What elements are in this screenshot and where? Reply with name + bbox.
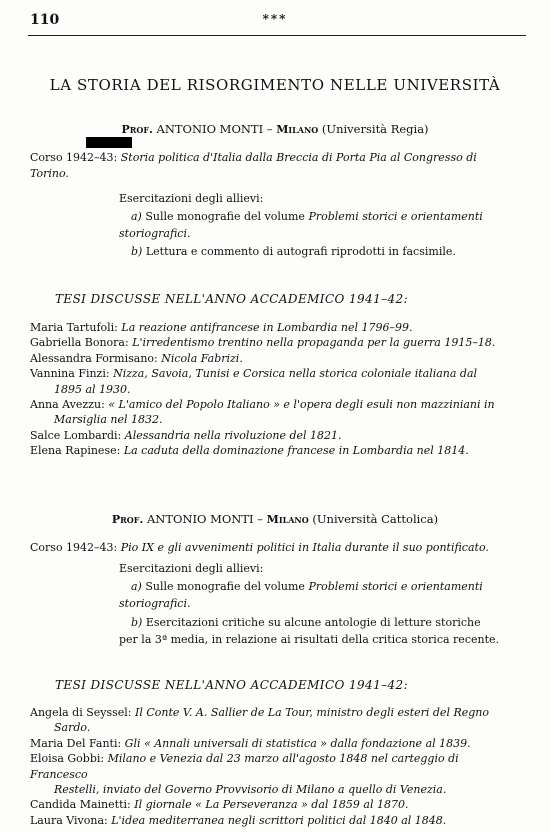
course-label: Corso 1942–43: bbox=[30, 151, 118, 164]
theses-list-1 bbox=[30, 320, 518, 459]
thesis-title: Alessandria nella rivoluzione del 1821. bbox=[124, 428, 342, 442]
list-item bbox=[30, 751, 518, 797]
thesis-title: Nizza, Savoia, Tunisi e Corsica nella storica coloniale italiana dal bbox=[113, 367, 478, 381]
redaction-mark bbox=[86, 137, 132, 148]
list-item bbox=[30, 366, 518, 397]
thesis-author: Gabriella Bonora: bbox=[30, 336, 129, 350]
thesis-title: L'irredentismo trentino nella propaganda per la guerra 1915–18. bbox=[132, 336, 496, 350]
prof-city: Milano bbox=[266, 513, 309, 526]
list-item bbox=[30, 320, 518, 335]
exercise-a-label: a) bbox=[131, 210, 142, 223]
exercise-a-label: a) bbox=[131, 580, 142, 593]
exercise-a-volume-cont: storiografici. bbox=[119, 597, 191, 610]
exercise-a-volume: Problemi storici e orientamenti bbox=[308, 210, 483, 223]
thesis-author: Elena Rapinese: bbox=[30, 444, 121, 458]
prof-university: (Università Cattolica) bbox=[312, 512, 439, 526]
thesis-author: Candida Mainetti: bbox=[30, 798, 131, 812]
thesis-title-cont: Restelli, inviato del Governo Provvisorio di Milano a quello di Venezia. bbox=[54, 783, 447, 797]
thesis-title: Il giornale « La Perseveranza » dal 1859 al 1870. bbox=[134, 798, 409, 812]
thesis-title: Gli « Annali universali di statistica » dalla fondazione al 1839. bbox=[124, 736, 471, 750]
list-item bbox=[30, 705, 518, 736]
thesis-author: Vannina Finzi: bbox=[30, 367, 110, 381]
thesis-title-cont: 1895 al 1930. bbox=[54, 382, 131, 396]
theses-heading-1: TESI DISCUSSE NELL'ANNO ACCADEMICO 1941–42: bbox=[55, 292, 409, 306]
exercise-b-1 bbox=[119, 243, 510, 260]
prof-prefix: Prof. bbox=[121, 123, 153, 136]
list-item bbox=[30, 797, 518, 812]
exercise-b-label: b) bbox=[131, 245, 143, 258]
list-item bbox=[30, 397, 518, 428]
exercise-a-volume: Problemi storici e orientamenti bbox=[308, 580, 483, 593]
course-2 bbox=[30, 540, 518, 556]
course-1 bbox=[30, 150, 518, 182]
thesis-author: Angela di Seyssel: bbox=[30, 706, 132, 719]
prof-name: ANTONIO MONTI – bbox=[156, 122, 273, 136]
exercise-a-text: Sulle monografie del volume bbox=[145, 210, 305, 223]
list-item bbox=[30, 736, 518, 751]
header-rule bbox=[28, 35, 526, 36]
list-item bbox=[30, 813, 518, 828]
header-ornament: *** bbox=[262, 12, 288, 26]
thesis-title: Milano e Venezia dal 23 marzo all'agosto 1848 nel carteggio di Francesco bbox=[30, 752, 459, 781]
professor-line-1 bbox=[0, 122, 550, 136]
exercise-a-2 bbox=[119, 578, 510, 612]
thesis-author: Laura Vivona: bbox=[30, 813, 108, 827]
thesis-author: Anna Avezzu: bbox=[30, 398, 105, 412]
course-title-cont: Torino. bbox=[30, 167, 69, 180]
thesis-author: Salce Lombardi: bbox=[30, 428, 122, 442]
thesis-author: Alessandra Formisano: bbox=[30, 351, 158, 365]
thesis-title: Nicola Fabrizi. bbox=[161, 351, 243, 365]
thesis-title: « L'amico del Popolo Italiano » e l'opera degli esuli non mazziniani in bbox=[108, 398, 495, 412]
exercise-b-text: Lettura e commento di autografi riprodotti in facsimile. bbox=[145, 245, 456, 258]
thesis-author: Eloisa Gobbi: bbox=[30, 752, 105, 766]
page-title: LA STORIA DEL RISORGIMENTO NELLE UNIVERSITÀ bbox=[49, 76, 501, 94]
exercise-b-text: Esercitazioni critiche su alcune antologie di letture storiche bbox=[145, 616, 481, 629]
page-number: 110 bbox=[30, 12, 60, 28]
exercise-a-volume-cont: storiografici. bbox=[119, 227, 191, 240]
thesis-title-cont: Sardo. bbox=[54, 721, 91, 735]
theses-heading-2: TESI DISCUSSE NELL'ANNO ACCADEMICO 1941–42: bbox=[55, 678, 409, 692]
thesis-title: La caduta della dominazione francese in Lombardia nel 1814. bbox=[123, 444, 469, 458]
list-item bbox=[30, 335, 518, 350]
list-item bbox=[30, 351, 518, 366]
course-label: Corso 1942–43: bbox=[30, 541, 118, 554]
prof-prefix: Prof. bbox=[111, 513, 144, 526]
exercises-title-2: Esercitazioni degli allievi: bbox=[119, 562, 264, 575]
professor-line-2 bbox=[0, 512, 550, 526]
theses-list-2 bbox=[30, 705, 518, 828]
list-item bbox=[30, 443, 518, 458]
exercise-a-1 bbox=[119, 208, 510, 242]
thesis-author: Maria Tartufoli: bbox=[30, 321, 118, 334]
exercises-title-1: Esercitazioni degli allievi: bbox=[119, 192, 264, 205]
prof-university: (Università Regia) bbox=[321, 122, 429, 136]
course-title: Storia politica d'Italia dalla Breccia di Porta Pia al Congresso di bbox=[120, 151, 477, 164]
exercise-a-text: Sulle monografie del volume bbox=[145, 580, 305, 593]
course-title: Pio IX e gli avvenimenti politici in Italia durante il suo pontificato. bbox=[120, 541, 489, 554]
prof-name: ANTONIO MONTI – bbox=[146, 512, 263, 526]
exercise-b-2 bbox=[119, 614, 510, 648]
list-item bbox=[30, 428, 518, 443]
exercise-b-text-cont: per la 3ª media, in relazione ai risultati della critica storica recente. bbox=[119, 633, 499, 646]
prof-city: Milano bbox=[276, 123, 319, 136]
page-header bbox=[30, 8, 520, 30]
thesis-title-cont: Marsiglia nel 1832. bbox=[54, 413, 163, 427]
thesis-author: Maria Del Fanti: bbox=[30, 736, 122, 750]
exercise-b-label: b) bbox=[131, 616, 143, 629]
thesis-title: La reazione antifrancese in Lombardia nel 1796–99. bbox=[121, 321, 413, 334]
thesis-title: L'idea mediterranea negli scrittori politici dal 1840 al 1848. bbox=[111, 813, 447, 827]
thesis-title: Il Conte V. A. Sallier de La Tour, ministro degli esteri del Regno bbox=[135, 706, 489, 719]
